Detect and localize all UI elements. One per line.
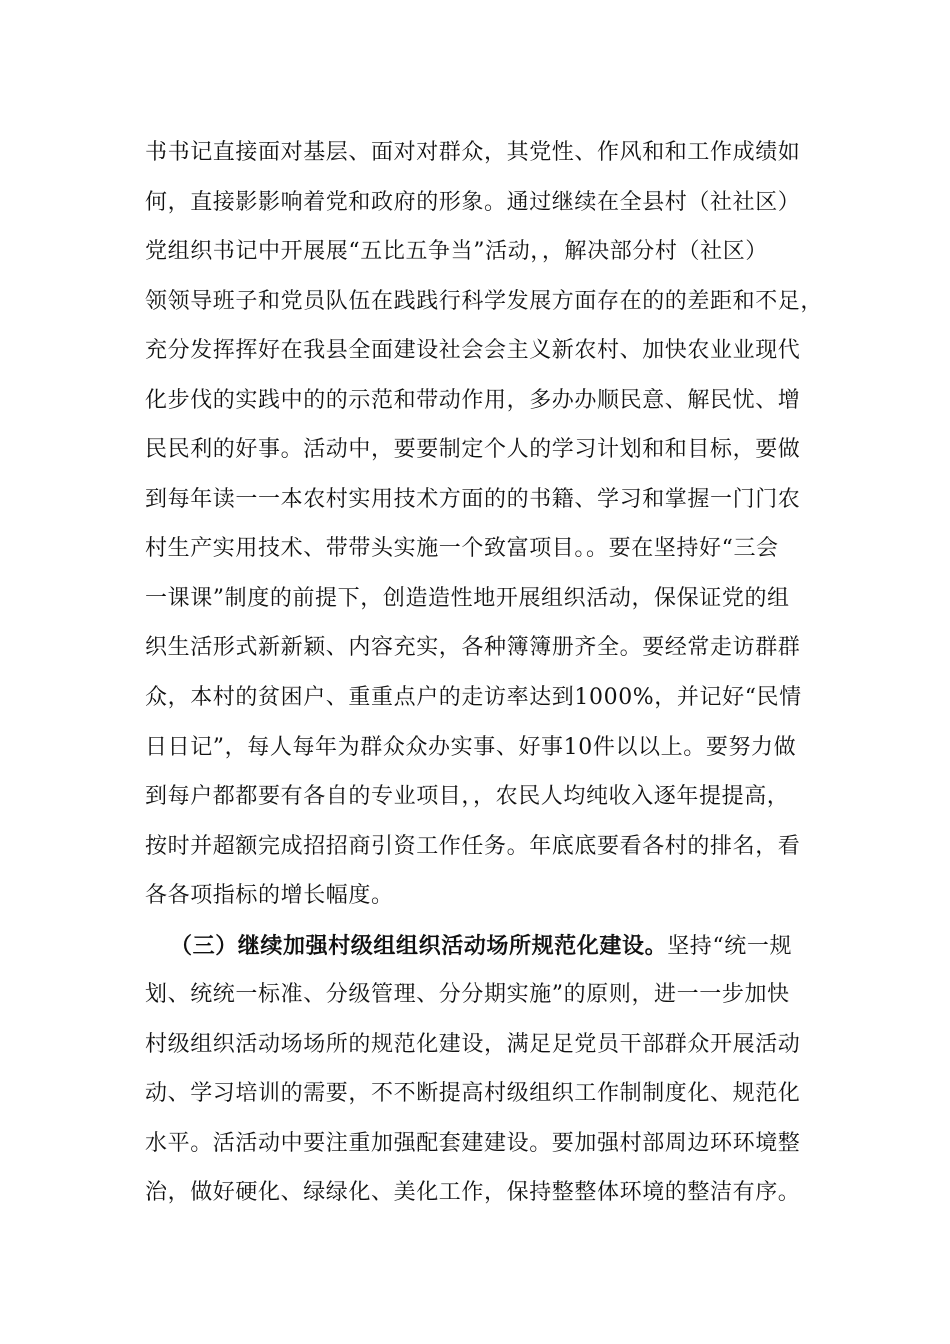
body-text-line: 何，直接影影响着党和政府的形象。通过继续在全县村（社社区） <box>145 190 801 215</box>
body-text-line: 书书记直接面对基层、面对对群众，其党性、作风和和工作成绩如 <box>145 140 801 165</box>
body-text-line: 众，本村的贫困户、重重点户的走访率达到1000%，并记好“民情 <box>145 685 802 710</box>
body-text-line: 到每年读一一本农村实用技术方面的的书籍、学习和掌握一门门农 <box>145 487 801 512</box>
body-text-line: 民民利的好事。活动中，要要制定个人的学习计划和和目标，要做 <box>145 437 801 462</box>
body-text-line: 各各项指标的增长幅度。 <box>145 883 394 908</box>
body-text-line: 党组织书记中开展展“五比五争当”活动，，解决部分村（社区） <box>145 239 768 264</box>
body-text-line: 动、学习培训的需要，不不断提高村级组织工作制制度化、规范化 <box>145 1081 801 1106</box>
section-heading: （三）继续加强村级组组织活动场所规范化建设。 <box>170 933 668 959</box>
body-text-line: 日日记”，每人每年为群众众办实事、好事10件以以上。要努力做 <box>145 735 797 760</box>
body-text-line: 充分发挥挥好在我县全面建设社会会主义新农村、加快农业业现代 <box>145 338 801 363</box>
section-heading-line <box>170 931 870 962</box>
section-heading-continuation: 坚持“统一规 <box>667 934 793 959</box>
body-text-line: 治，做好硬化、绿绿化、美化工作，保持整整体环境的整洁有序。 <box>145 1180 801 1205</box>
body-text-line: 村生产实用技术、带带头实施一个致富项目。。要在坚持好“三会 <box>145 536 779 561</box>
body-text-line: 领领导班子和党员队伍在践践行科学发展方面存在的的差距和不足， <box>145 289 824 314</box>
body-text-line: 水平。活活动中要注重加强配套建建设。要加强村部周边环环境整 <box>145 1131 801 1156</box>
body-text-line: 织生活形式新新颖、内容充实，各种簿簿册齐全。要经常走访群群 <box>145 635 801 660</box>
body-text-line: 村级组织活动场场所的规范化建设，满足足党员干部群众开展活动 <box>145 1032 801 1057</box>
body-text-line: 一课课”制度的前提下，创造造性地开展组织活动，保保证党的组 <box>145 586 790 611</box>
body-text-line: 划、统统一标准、分级管理、分分期实施”的原则，进一一步加快 <box>145 982 790 1007</box>
body-text-line: 化步伐的实践中的的示范和带动作用，多办办顺民意、解民忧、增 <box>145 388 801 413</box>
body-text-line: 到每户都都要有各自的专业项目，，农民人均纯收入逐年提提高， <box>145 784 790 809</box>
body-text-line: 按时并超额完成招招商引资工作任务。年底底要看各村的排名，看 <box>145 834 801 859</box>
